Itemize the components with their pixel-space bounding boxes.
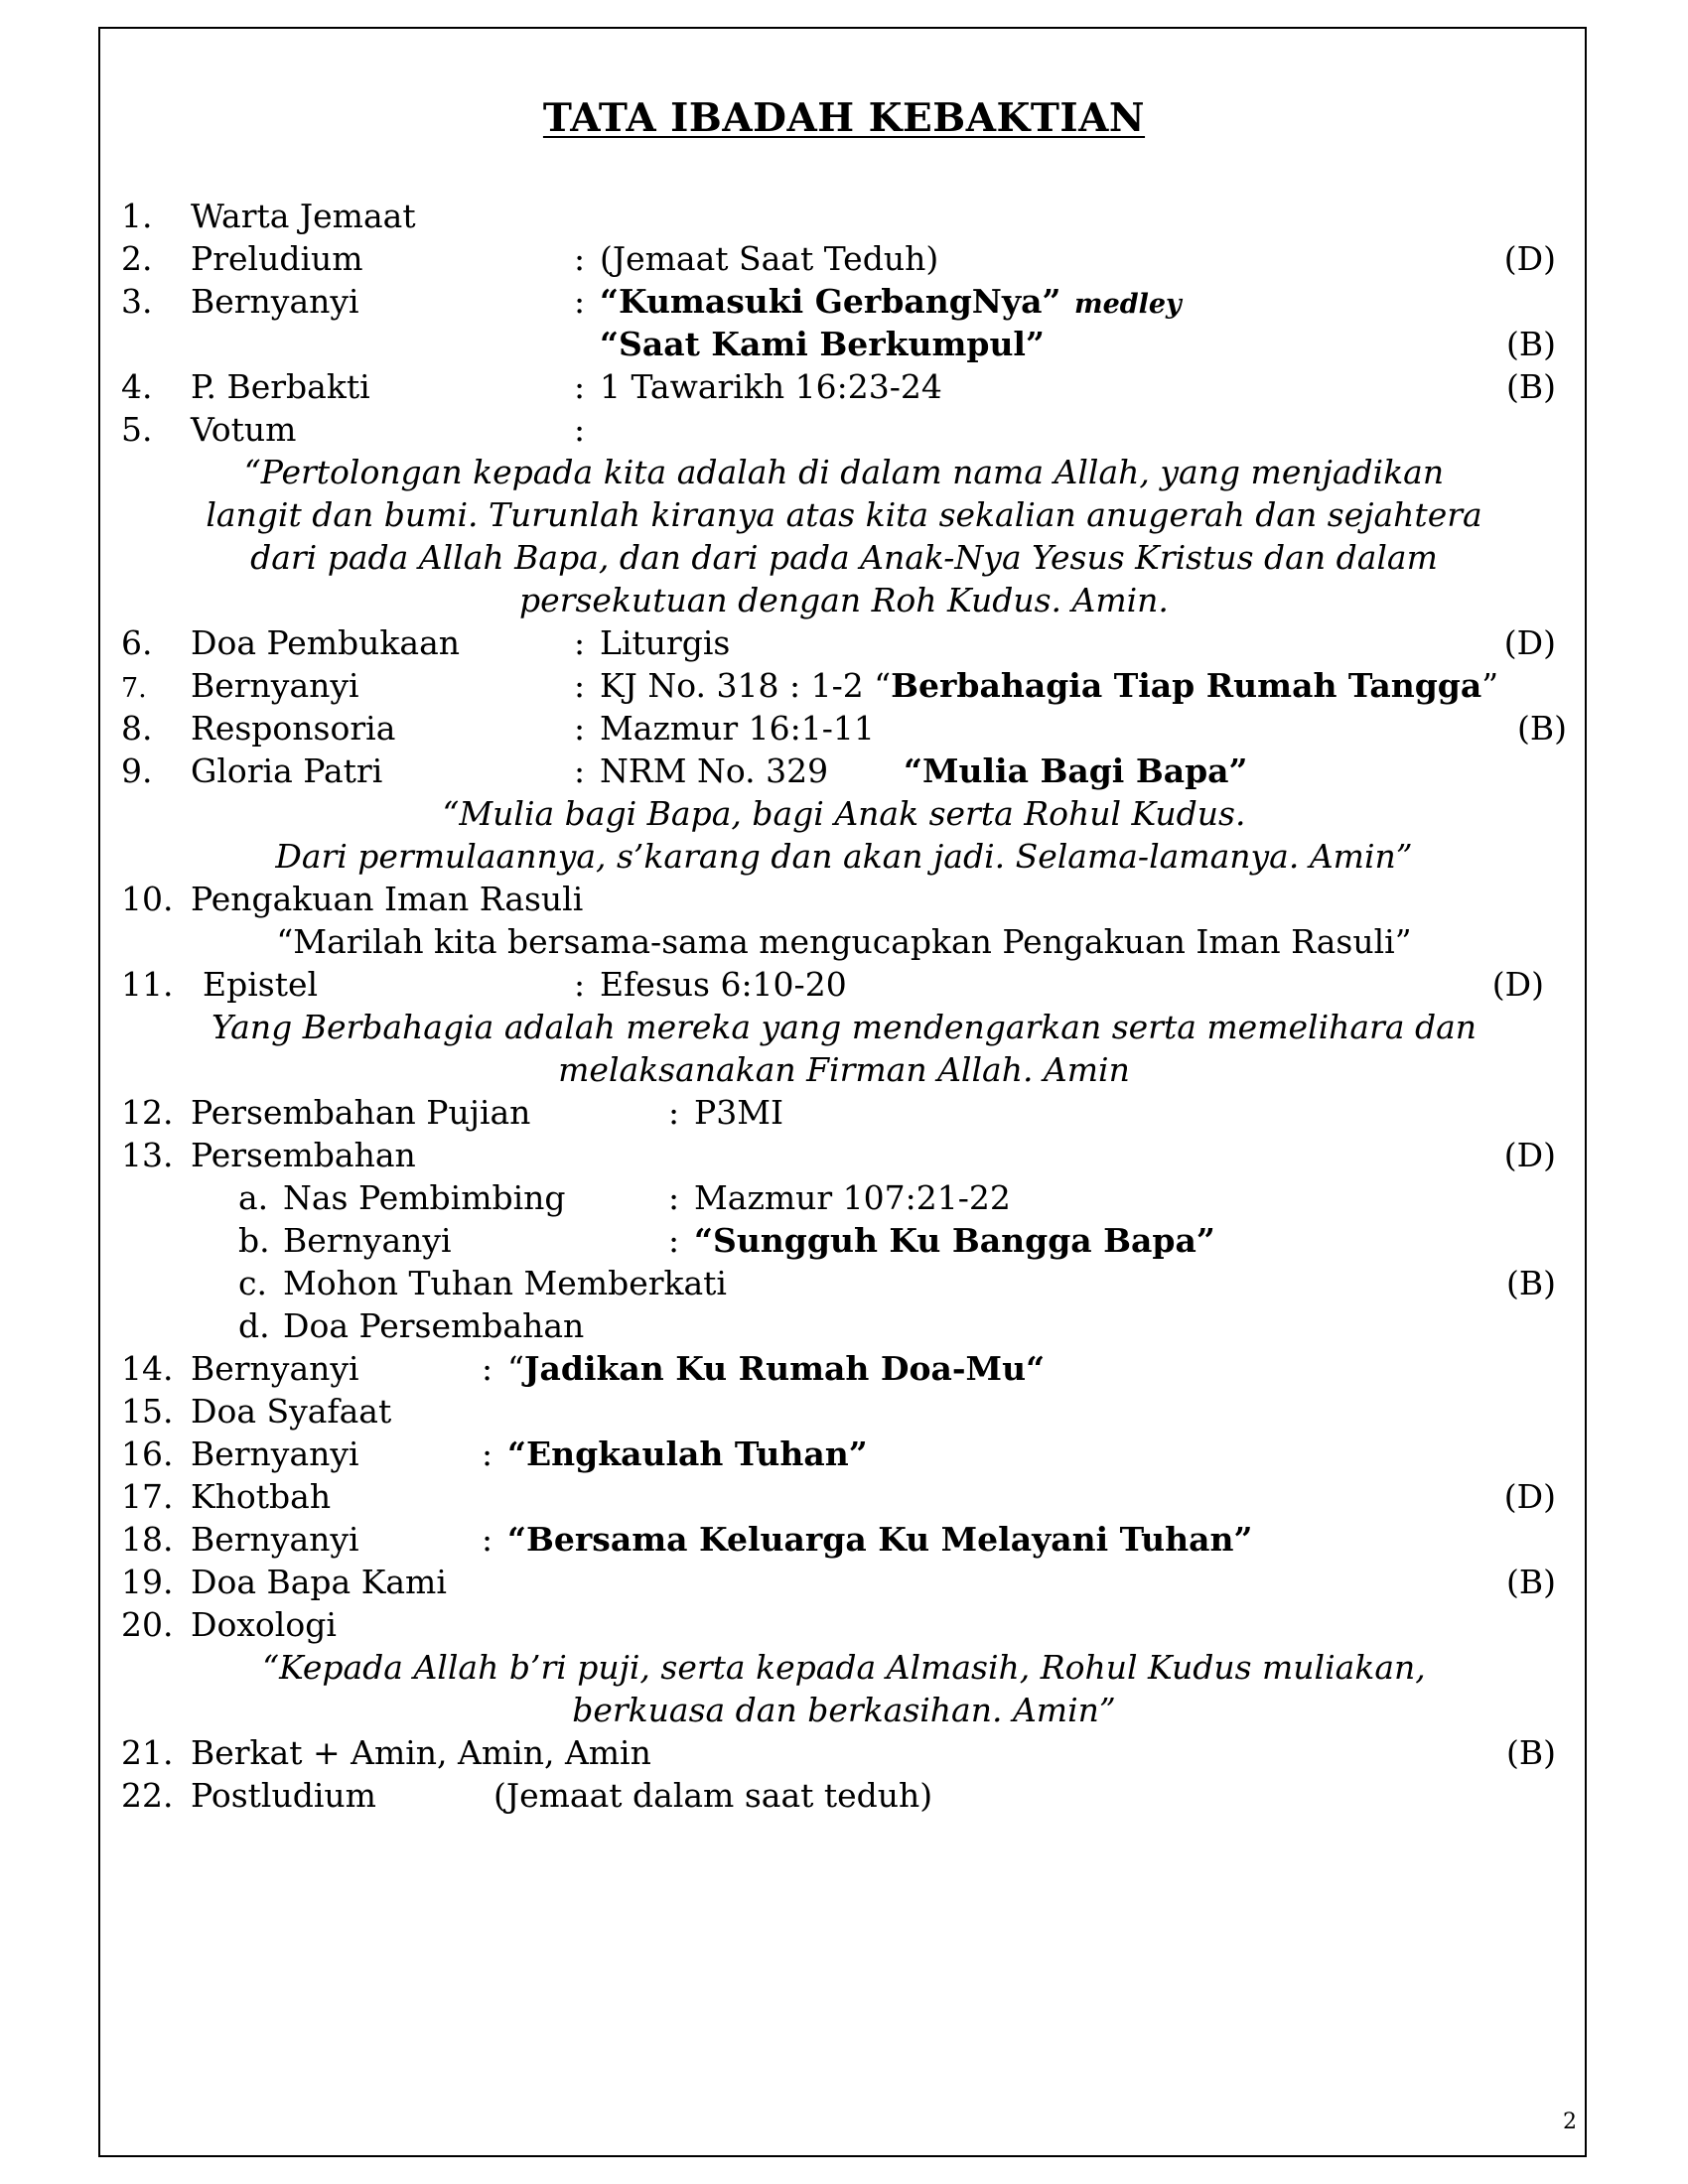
item-label: Gloria Patri [191, 751, 383, 790]
sub-item-letter: a. [238, 1178, 269, 1217]
item-number: 19. [121, 1563, 174, 1601]
creed-invitation: “Marilah kita bersama-sama mengucapkan Pengakuan Iman Rasuli” [276, 922, 1412, 961]
list-item [0, 1347, 1688, 1390]
item-value: P3MI [694, 1093, 784, 1132]
item-number: 13. [121, 1136, 174, 1174]
item-colon: : [574, 367, 586, 406]
item-number: 8. [121, 709, 153, 748]
list-item [0, 237, 1688, 280]
item-number: 9. [121, 751, 153, 790]
song-title: “Sungguh Ku Bangga Bapa” [694, 1221, 1215, 1260]
item-number: 5. [121, 410, 153, 449]
sub-item-letter: c. [238, 1264, 267, 1302]
gloria-text: “Mulia bagi Bapa, bagi Anak serta Rohul Kudus. [442, 794, 1246, 833]
item-value: (Jemaat dalam saat teduh) [493, 1776, 933, 1815]
liturgy-text-line [0, 493, 1688, 536]
item-label: Doa Syafaat [191, 1392, 392, 1431]
item-label: Bernyanyi [191, 1520, 359, 1559]
votum-text: langit dan bumi. Turunlah kiranya atas kita sekalian anugerah dan sejahtera [206, 495, 1482, 534]
song-title: Berbahagia Tiap Rumah Tangga [891, 666, 1482, 705]
leader-mark: (B) [1517, 709, 1567, 748]
item-label: Doa Pembukaan [191, 623, 461, 662]
list-item [0, 963, 1688, 1006]
list-item [0, 621, 1688, 664]
item-number: 17. [121, 1477, 174, 1516]
item-colon: : [482, 1349, 493, 1388]
item-colon: : [574, 751, 586, 790]
sub-item-label: Bernyanyi [283, 1221, 452, 1260]
liturgy-text-line [0, 536, 1688, 579]
item-value-group [507, 1347, 1045, 1390]
liturgy-text-line [0, 1646, 1688, 1689]
liturgy-text-line [0, 1006, 1688, 1048]
item-colon: : [574, 239, 586, 278]
item-value: NRM No. 329 [600, 751, 829, 790]
leader-mark: (B) [1506, 1264, 1556, 1302]
item-label: Khotbah [191, 1477, 332, 1516]
item-colon: : [668, 1093, 680, 1132]
votum-text: persekutuan dengan Roh Kudus. Amin. [519, 581, 1169, 619]
item-label: Epistel [203, 965, 319, 1004]
item-label: Bernyanyi [191, 1434, 359, 1473]
item-colon: : [482, 1520, 493, 1559]
sub-item [0, 1176, 1688, 1219]
item-number: 20. [121, 1605, 174, 1644]
liturgy-text-line [0, 792, 1688, 835]
item-value: (Jemaat Saat Teduh) [600, 239, 939, 278]
item-label: Votum [191, 410, 297, 449]
item-colon: : [574, 666, 586, 705]
doxology-text: berkuasa dan berkasihan. Amin” [572, 1691, 1116, 1729]
item-colon: : [574, 282, 586, 321]
item-colon: : [574, 623, 586, 662]
item-label: Bernyanyi [191, 282, 359, 321]
list-item [0, 195, 1688, 237]
liturgy-text-line [0, 1048, 1688, 1091]
list-item [0, 1475, 1688, 1518]
sub-item-letter: b. [238, 1221, 270, 1260]
leader-mark: (D) [1503, 623, 1556, 662]
list-item [0, 878, 1688, 920]
liturgy-text-line [0, 835, 1688, 878]
list-item [0, 1561, 1688, 1603]
item-label: Postludium [191, 1776, 376, 1815]
epistle-response: melaksanakan Firman Allah. Amin [558, 1050, 1130, 1089]
item-value: Mazmur 16:1-11 [600, 709, 875, 748]
song-title: “Mulia Bagi Bapa” [904, 751, 1248, 790]
item-colon: : [668, 1221, 680, 1260]
leader-mark: (B) [1506, 367, 1556, 406]
item-colon: : [482, 1434, 493, 1473]
song-title: “Saat Kami Berkumpul” [600, 325, 1045, 363]
item-number: 2. [121, 239, 153, 278]
item-value: KJ No. 318 : 1-2 “ [600, 666, 892, 705]
liturgy-text-line [0, 1689, 1688, 1731]
document-title: TATA IBADAH KEBAKTIAN [542, 95, 1146, 141]
list-item [0, 280, 1688, 323]
list-item [0, 1731, 1688, 1774]
page-number: 2 [1563, 2110, 1577, 2134]
list-item [0, 365, 1688, 408]
sub-item-label: Nas Pembimbing [283, 1178, 566, 1217]
list-item [0, 1774, 1688, 1817]
item-number: 7. [121, 673, 147, 704]
liturgy-text-line [0, 920, 1688, 963]
item-number: 16. [121, 1434, 174, 1473]
item-number: 21. [121, 1733, 174, 1772]
list-item [0, 664, 1688, 707]
item-number: 10. [121, 880, 174, 918]
item-label: Bernyanyi [191, 1349, 359, 1388]
liturgy-text-line [0, 451, 1688, 493]
item-label: Warta Jemaat [191, 197, 416, 235]
list-item [0, 750, 1688, 792]
votum-text: dari pada Allah Bapa, dan dari pada Anak-Nya Yesus Kristus dan dalam [250, 538, 1438, 577]
song-title: Jadikan Ku Rumah Doa-Mu“ [523, 1349, 1046, 1388]
list-item [0, 408, 1688, 451]
leader-mark: (D) [1491, 965, 1544, 1004]
votum-text: “Pertolongan kepada kita adalah di dalam nama Allah, yang menjadikan [243, 453, 1445, 491]
item-value-group [600, 664, 1498, 707]
item-label: Doxologi [191, 1605, 337, 1644]
quote-mark: “ [507, 1349, 524, 1388]
song-title: “Bersama Keluarga Ku Melayani Tuhan” [507, 1520, 1253, 1559]
list-item [0, 1433, 1688, 1475]
list-item-continuation [0, 323, 1688, 365]
item-colon: : [574, 965, 586, 1004]
item-label: Berkat + Amin, Amin, Amin [191, 1733, 651, 1772]
leader-mark: (D) [1503, 239, 1556, 278]
leader-mark: (B) [1506, 325, 1556, 363]
sub-item-label: Mohon Tuhan Memberkati [283, 1264, 727, 1302]
item-number: 22. [121, 1776, 174, 1815]
list-item [0, 1091, 1688, 1134]
item-number: 1. [121, 197, 153, 235]
item-value: Mazmur 107:21-22 [694, 1178, 1011, 1217]
item-label: Bernyanyi [191, 666, 359, 705]
item-number: 3. [121, 282, 153, 321]
list-item [0, 1518, 1688, 1561]
gloria-text: Dari permulaannya, s’karang dan akan jadi. Selama-lamanya. Amin” [275, 837, 1413, 876]
epistle-response: Yang Berbahagia adalah mereka yang mendengarkan serta memelihara dan [211, 1008, 1477, 1046]
list-item [0, 1603, 1688, 1646]
item-label: Preludium [191, 239, 363, 278]
item-label: P. Berbakti [191, 367, 370, 406]
item-label: Persembahan Pujian [191, 1093, 531, 1132]
leader-mark: (D) [1503, 1477, 1556, 1516]
item-colon: : [574, 709, 586, 748]
list-item [0, 707, 1688, 750]
leader-mark: (D) [1503, 1136, 1556, 1174]
item-colon: : [574, 410, 586, 449]
liturgy-text-line [0, 579, 1688, 621]
sub-item-letter: d. [238, 1306, 270, 1345]
leader-mark: (B) [1506, 1563, 1556, 1601]
item-label: Responsoria [191, 709, 396, 748]
item-number: 6. [121, 623, 153, 662]
song-title: “Kumasuki GerbangNya” [600, 282, 1061, 321]
item-label: Pengakuan Iman Rasuli [191, 880, 584, 918]
item-colon: : [668, 1178, 680, 1217]
item-number: 15. [121, 1392, 174, 1431]
doxology-text: “Kepada Allah b’ri puji, serta kepada Almasih, Rohul Kudus muliakan, [262, 1648, 1426, 1687]
item-number: 4. [121, 367, 153, 406]
medley-note: medley [1074, 289, 1182, 320]
item-value: Liturgis [600, 623, 731, 662]
sub-item [0, 1262, 1688, 1304]
list-item [0, 1390, 1688, 1433]
item-number: 11. [121, 965, 174, 1004]
item-label: Persembahan [191, 1136, 416, 1174]
sub-item [0, 1219, 1688, 1262]
sub-item-label: Doa Persembahan [283, 1306, 585, 1345]
item-number: 12. [121, 1093, 174, 1132]
item-number: 18. [121, 1520, 174, 1559]
quote-mark: ” [1481, 666, 1499, 705]
sub-item [0, 1304, 1688, 1347]
item-label: Doa Bapa Kami [191, 1563, 447, 1601]
song-title: “Engkaulah Tuhan” [507, 1434, 868, 1473]
item-value: Efesus 6:10-20 [600, 965, 847, 1004]
item-number: 14. [121, 1349, 174, 1388]
item-value: 1 Tawarikh 16:23-24 [600, 367, 942, 406]
leader-mark: (B) [1506, 1733, 1556, 1772]
list-item [0, 1134, 1688, 1176]
